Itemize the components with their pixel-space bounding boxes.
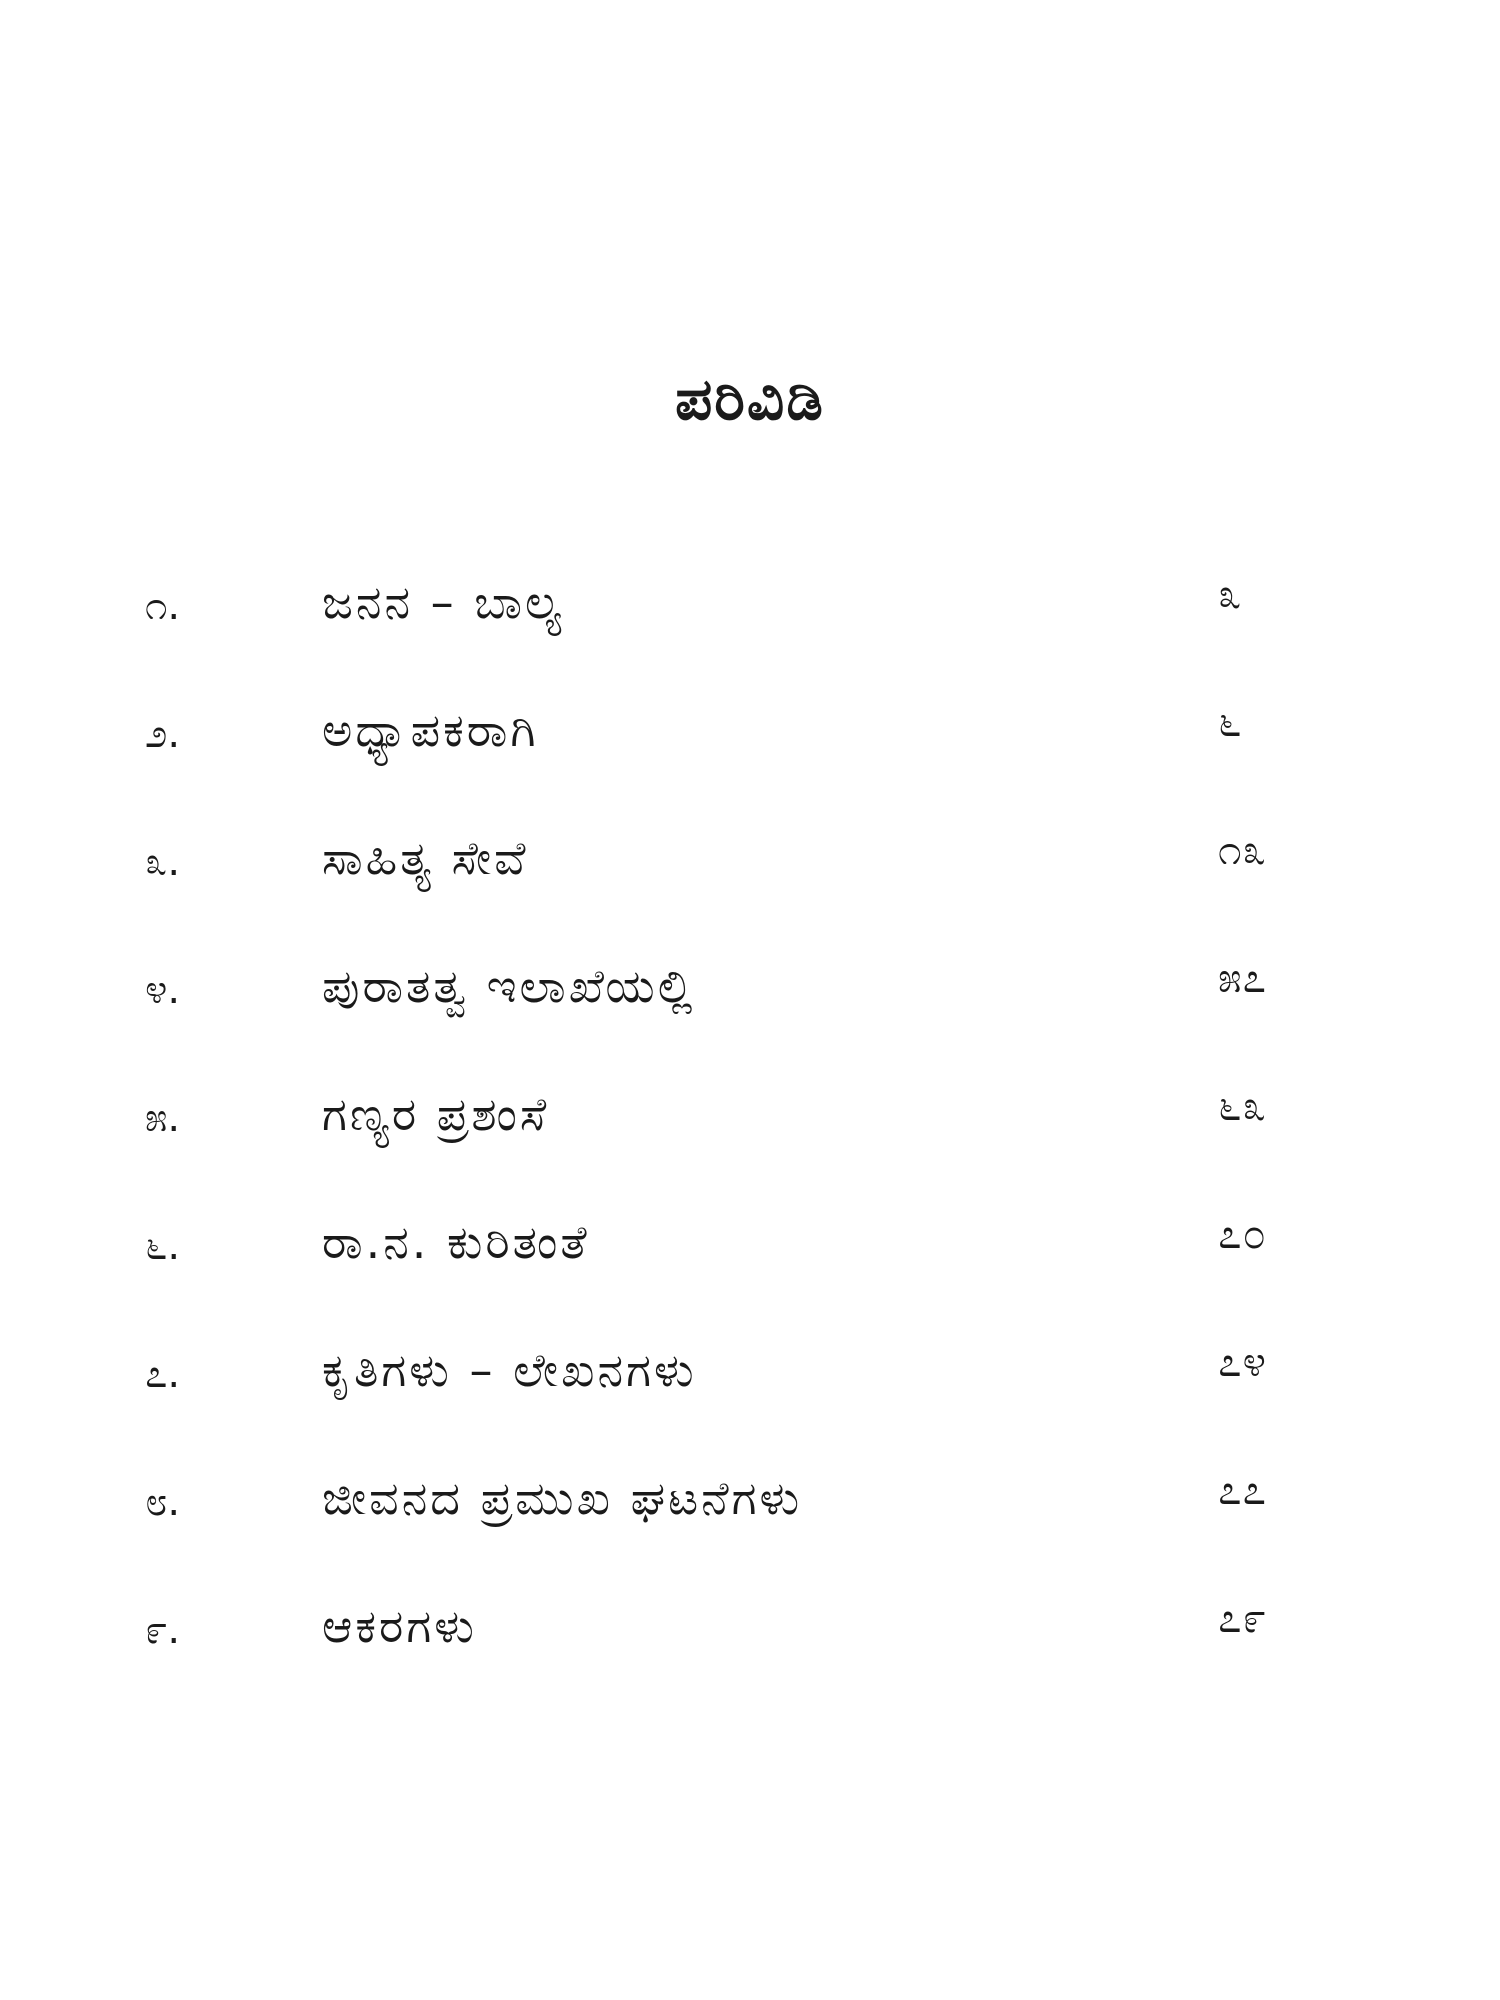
toc-title: ಜೀವನದ ಪ್ರಮುಖ ಘಟನೆಗಳು (322, 1471, 803, 1525)
toc-number: ೨. (145, 711, 181, 757)
toc-number: ೯. (145, 1607, 181, 1653)
toc-row (0, 1209, 1500, 1343)
page-title: ಪರಿವಿಡಿ (675, 365, 825, 433)
toc-page-number: ೭೪ (1218, 1337, 1268, 1386)
toc-title: ಕೃತಿಗಳು – ಲೇಖನಗಳು (322, 1343, 697, 1397)
toc-number: ೮. (145, 1479, 181, 1525)
toc-title: ಗಣ್ಯರ ಪ್ರಶಂಸೆ (322, 1087, 550, 1141)
toc-page-number: ೭೯ (1218, 1593, 1268, 1642)
toc-number: ೭. (145, 1351, 181, 1397)
toc-number: ೬. (145, 1223, 181, 1269)
toc-title: ಸಾಹಿತ್ಯ ಸೇವೆ (322, 831, 529, 885)
toc-row (0, 825, 1500, 959)
toc-row (0, 953, 1500, 1087)
toc-title: ರಾ.ನ. ಕುರಿತಂತೆ (322, 1215, 590, 1269)
toc-row (0, 1337, 1500, 1471)
toc-title: ಜನನ – ಬಾಲ್ಯ (322, 575, 565, 629)
toc-number: ೩. (145, 839, 181, 885)
toc-row (0, 1081, 1500, 1215)
toc-page-number: ೬ (1218, 697, 1243, 746)
toc-number: ೧. (145, 583, 181, 629)
toc-row (0, 569, 1500, 703)
toc-title: ಪುರಾತತ್ವ ಇಲಾಖೆಯಲ್ಲಿ (322, 959, 696, 1013)
toc-page-number: ೩ (1218, 569, 1243, 618)
toc-page-number: ೭೦ (1218, 1209, 1268, 1258)
table-of-contents (0, 569, 1500, 1727)
toc-number: ೫. (145, 1095, 181, 1141)
toc-page-number: ೫೭ (1218, 953, 1268, 1002)
toc-page-number: ೬೩ (1218, 1081, 1268, 1130)
toc-row (0, 1465, 1500, 1599)
toc-page-number: ೧೩ (1218, 825, 1268, 874)
toc-title: ಅಧ್ಯಾಪಕರಾಗಿ (322, 703, 539, 757)
toc-row (0, 697, 1500, 831)
toc-row (0, 1593, 1500, 1727)
toc-number: ೪. (145, 967, 181, 1013)
toc-title: ಆಕರಗಳು (322, 1599, 477, 1653)
toc-page-number: ೭೭ (1218, 1465, 1268, 1514)
